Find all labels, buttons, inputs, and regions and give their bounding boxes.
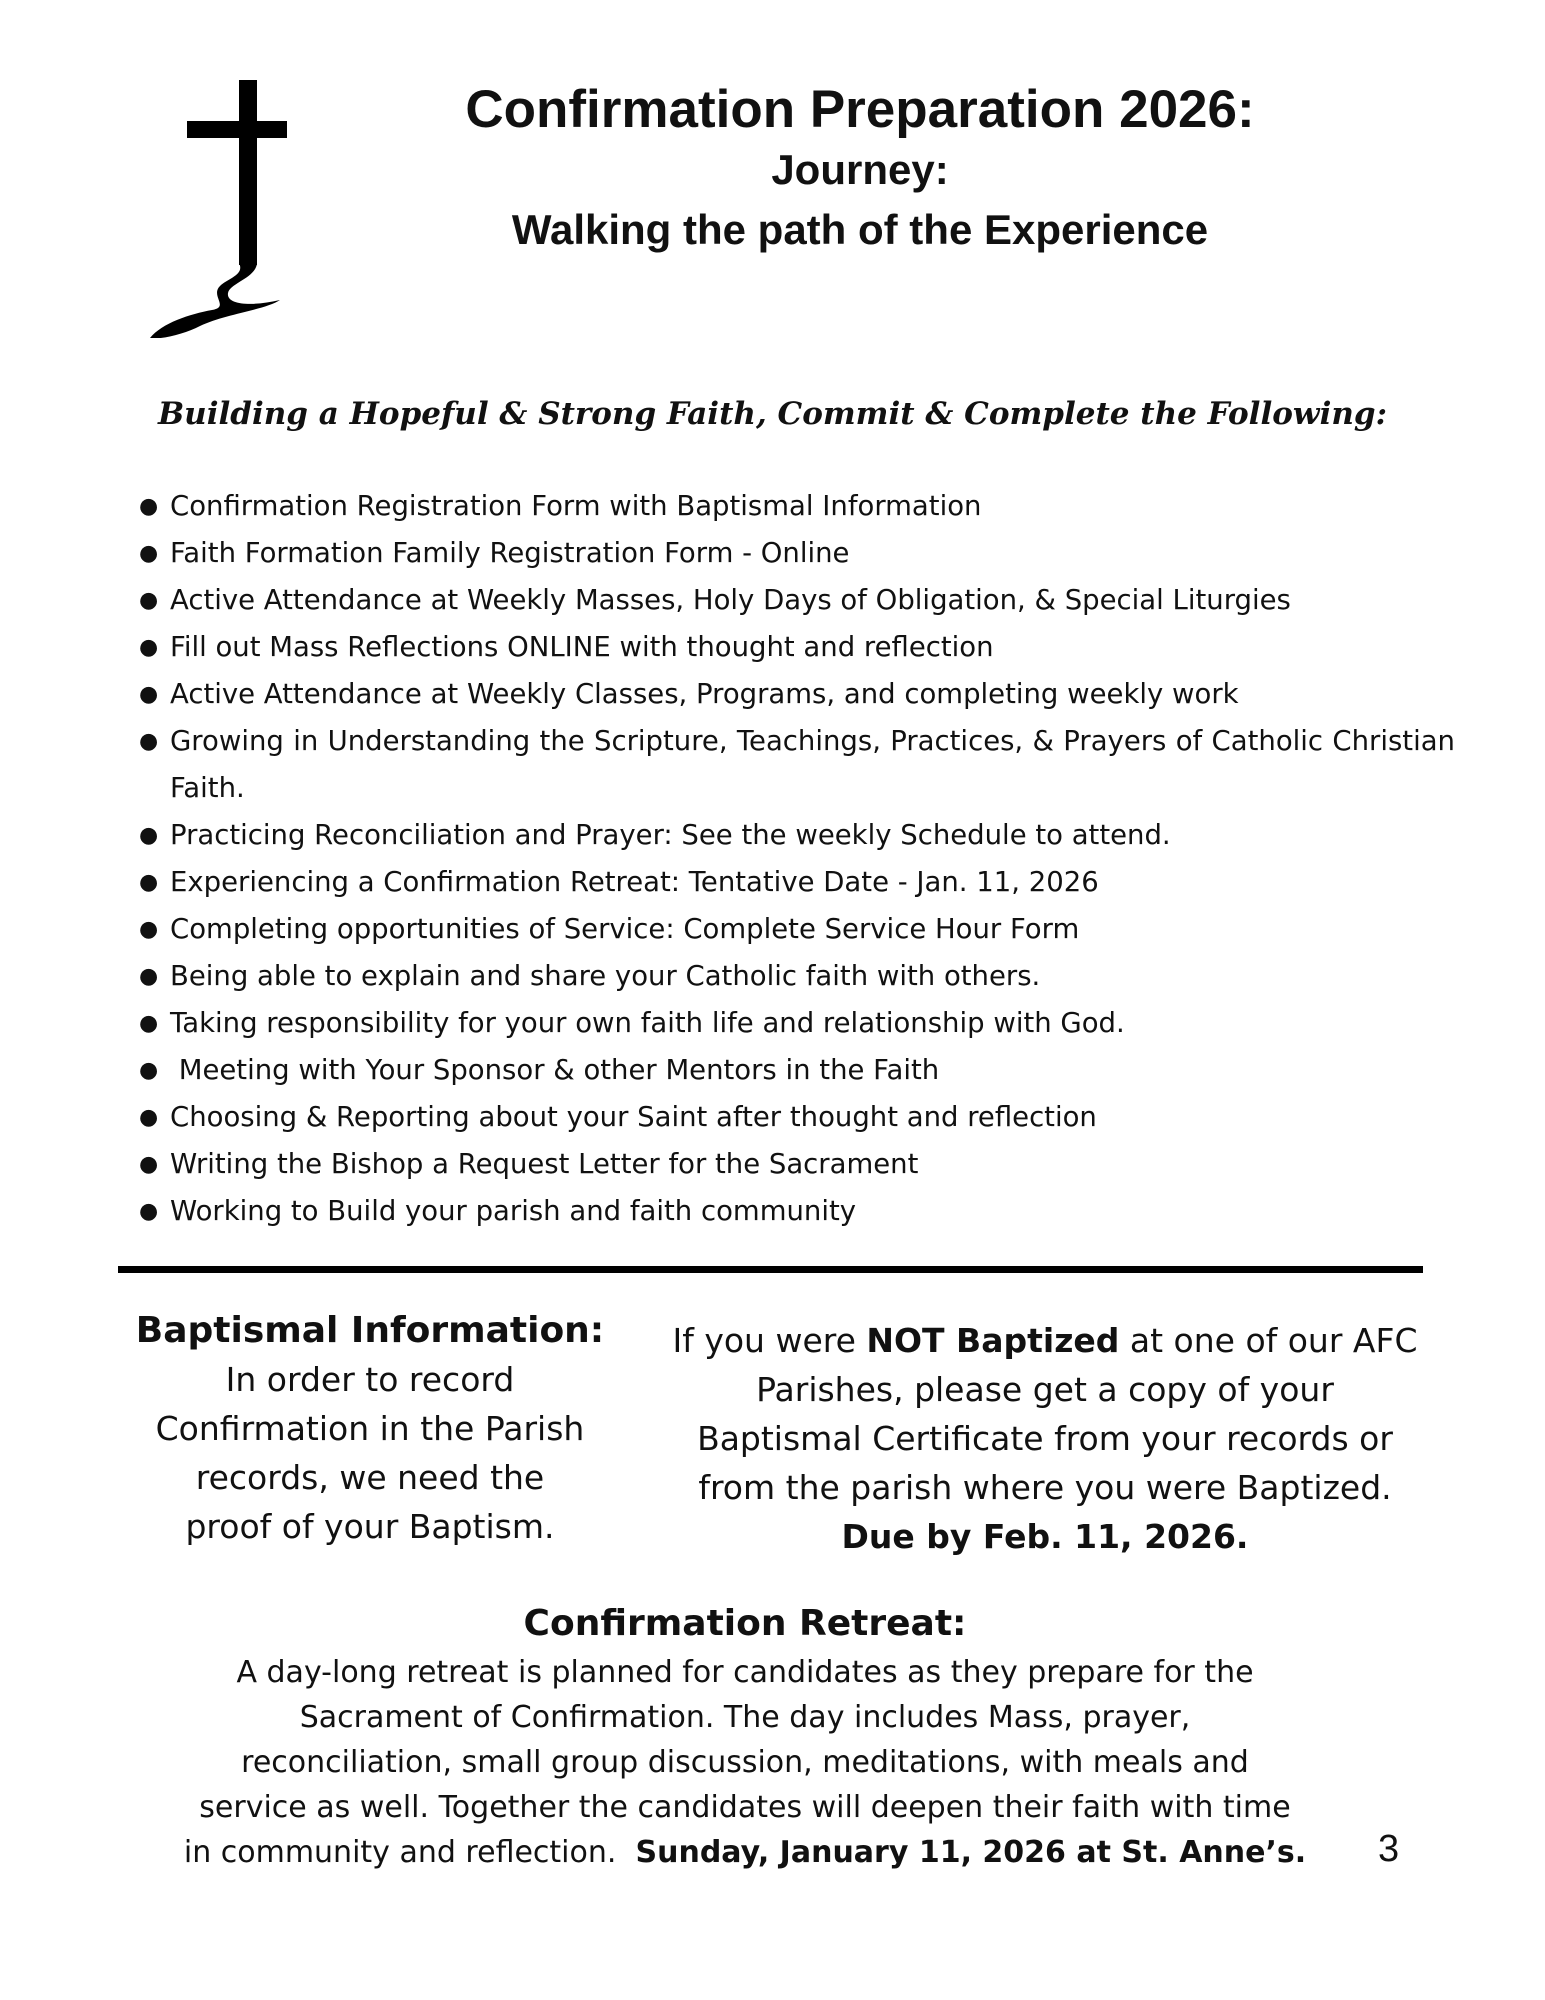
bullet-icon: ● [139, 541, 159, 566]
list-item: ● Writing the Bishop a Request Letter for the Sacrament [135, 1141, 1435, 1188]
page-header [400, 80, 1320, 260]
instruction-line: from the parish where you were Baptized. [698, 1468, 1392, 1507]
bullet-icon: ● [139, 1152, 159, 1177]
retreat-date: Sunday, January 11, 2026 at St. Anne’s. [635, 1835, 1307, 1870]
bullet-icon: ● [139, 729, 159, 754]
bullet-icon: ● [139, 1199, 159, 1224]
baptismal-text-line: In order to record [225, 1360, 515, 1399]
list-item: ● Confirmation Registration Form with Baptismal Information [135, 483, 1435, 530]
instruction-line: If you were NOT Baptized at one of our AFC [672, 1321, 1418, 1360]
bullet-icon: ● [139, 823, 159, 848]
bullet-icon: ● [139, 870, 159, 895]
bullet-icon: ● [139, 1058, 159, 1083]
bullet-icon: ● [139, 917, 159, 942]
instruction-line: Parishes, please get a copy of your [756, 1370, 1334, 1409]
section-divider [118, 1266, 1423, 1273]
retreat-text-line: in community and reflection. Sunday, January 11, 2026 at St. Anne’s. [183, 1835, 1307, 1870]
bullet-icon: ● [139, 588, 159, 613]
baptismal-text-line: Confirmation in the Parish [155, 1409, 585, 1448]
retreat-text-line: service as well. Together the candidates will deepen their faith with time [199, 1790, 1291, 1825]
list-item: ● Practicing Reconciliation and Prayer: See the weekly Schedule to attend. [135, 812, 1435, 859]
bullet-icon: ● [139, 494, 159, 519]
list-item: ● Working to Build your parish and faith community [135, 1188, 1435, 1235]
bullet-icon: ● [139, 635, 159, 660]
tagline: Building a Hopeful & Strong Faith, Commit & Complete the Following: [157, 396, 1388, 432]
baptismal-info [120, 1306, 620, 1551]
retreat-text-line: Sacrament of Confirmation. The day includes Mass, prayer, [299, 1700, 1191, 1735]
list-item: ● Meeting with Your Sponsor & other Mentors in the Faith [135, 1047, 1435, 1094]
not-baptized-emphasis: NOT Baptized [866, 1321, 1120, 1360]
list-item: ● Choosing & Reporting about your Saint after thought and reflection [135, 1094, 1435, 1141]
baptismal-instructions [650, 1316, 1440, 1561]
page-number: 3 [1378, 1828, 1400, 1870]
list-item: ● Faith Formation Family Registration Form - Online [135, 530, 1435, 577]
list-item: ● Completing opportunities of Service: Complete Service Hour Form [135, 906, 1435, 953]
due-date: Due by Feb. 11, 2026. [841, 1517, 1249, 1556]
bullet-icon: ● [139, 1105, 159, 1130]
retreat-heading: Confirmation Retreat: [523, 1603, 967, 1644]
requirements-list [135, 483, 1455, 1235]
list-item: ● Growing in Understanding the Scripture, Teachings, Practices, & Prayers of Catholic Christian Faith. [135, 718, 1455, 812]
list-item: ● Fill out Mass Reflections ONLINE with thought and reflection [135, 624, 1435, 671]
bullet-icon: ● [139, 1011, 159, 1036]
baptismal-heading: Baptismal Information: [135, 1310, 605, 1351]
bullet-icon: ● [139, 682, 159, 707]
retreat-text-line: reconciliation, small group discussion, meditations, with meals and [241, 1745, 1249, 1780]
page-subtitle-path: Walking the path of the Experience [511, 206, 1209, 253]
list-item: ● Taking responsibility for your own faith life and relationship with God. [135, 1000, 1435, 1047]
cross-path-icon [150, 78, 350, 338]
list-item: ● Active Attendance at Weekly Masses, Holy Days of Obligation, & Special Liturgies [135, 577, 1435, 624]
bullet-icon: ● [139, 964, 159, 989]
page-title: Confirmation Preparation 2026: [465, 80, 1255, 139]
list-item: ● Being able to explain and share your Catholic faith with others. [135, 953, 1435, 1000]
instruction-line: Baptismal Certificate from your records or [697, 1419, 1393, 1458]
retreat-text-line: A day-long retreat is planned for candidates as they prepare for the [236, 1655, 1254, 1690]
page-subtitle-journey: Journey: [771, 146, 949, 193]
list-item: ● Active Attendance at Weekly Classes, Programs, and completing weekly work [135, 671, 1435, 718]
baptismal-text-line: proof of your Baptism. [185, 1507, 555, 1546]
list-item: ● Experiencing a Confirmation Retreat: Tentative Date - Jan. 11, 2026 [135, 859, 1435, 906]
baptismal-text-line: records, we need the [195, 1458, 545, 1497]
retreat-section [120, 1598, 1370, 1875]
